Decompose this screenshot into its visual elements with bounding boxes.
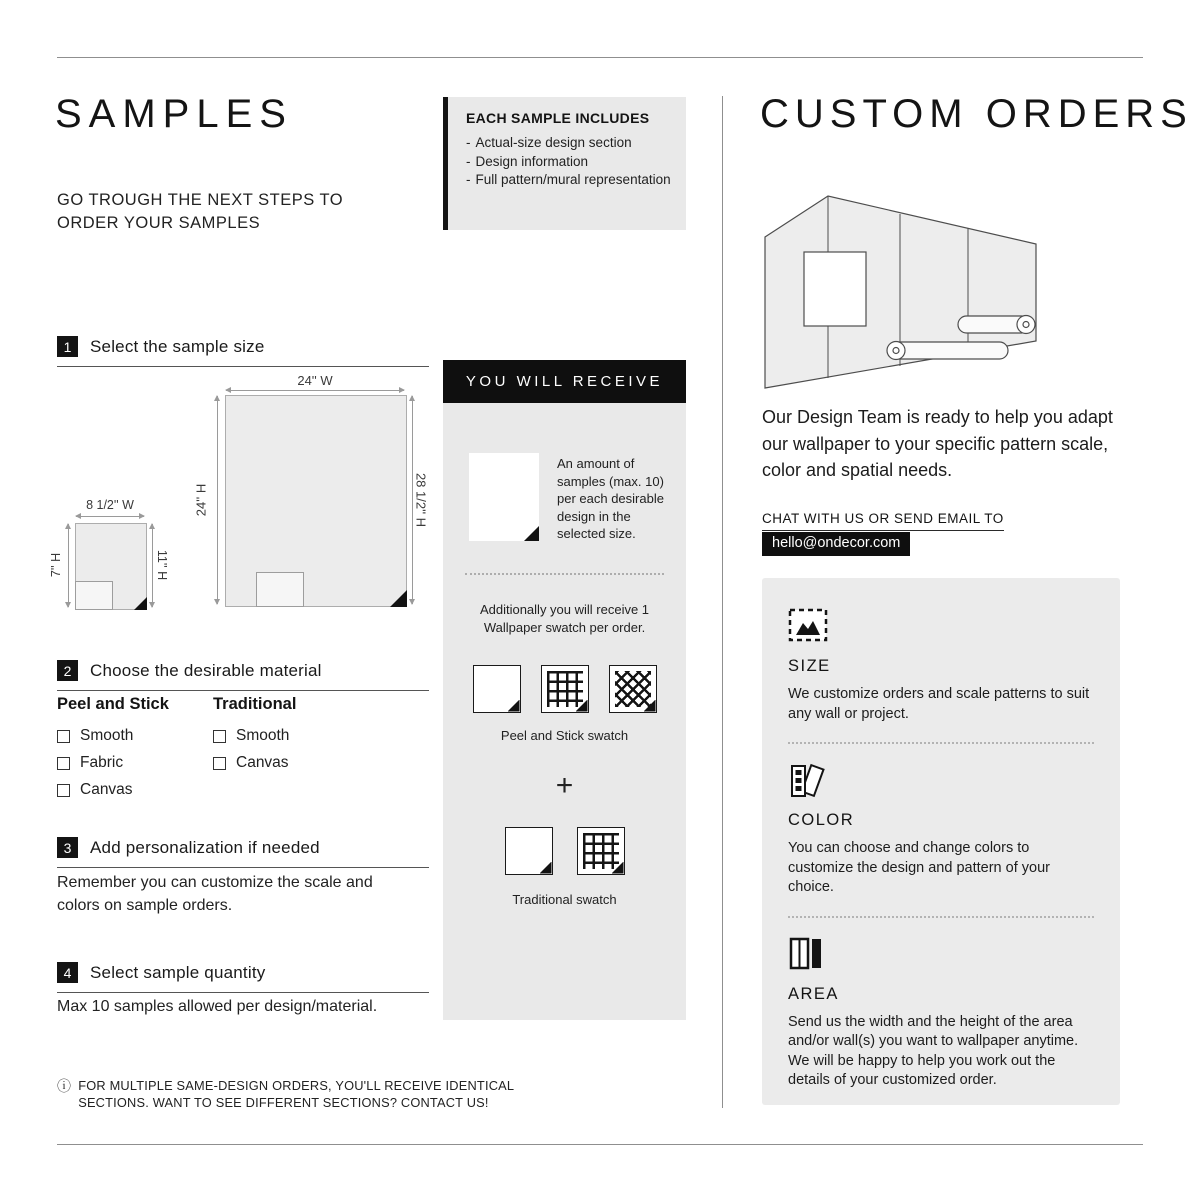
- material-group-title: Peel and Stick: [57, 695, 169, 713]
- folded-corner-icon: [524, 526, 539, 541]
- step4-header: [57, 962, 429, 993]
- folded-corner-icon: [390, 590, 407, 607]
- dash-bullet: -: [466, 153, 471, 169]
- plus-icon: +: [555, 768, 574, 802]
- checkbox-icon: [213, 757, 226, 770]
- you-will-receive-panel: [443, 360, 686, 1020]
- info-icon: ⓘ: [57, 1078, 72, 1094]
- house-wall-icon: [762, 192, 1040, 394]
- samples-amount-row: [469, 453, 670, 543]
- plain-swatch-icon: [505, 827, 553, 875]
- folded-corner-icon: [540, 862, 552, 874]
- crosshatch-pattern: [615, 671, 651, 707]
- step3-label: Add personalization if needed: [90, 837, 320, 857]
- grid-swatch-icon: [541, 665, 589, 713]
- traditional-swatch-label: Traditional swatch: [512, 891, 617, 907]
- peel-swatch-row: [443, 665, 686, 713]
- dash-bullet: -: [466, 135, 471, 150]
- design-section-rect: [256, 572, 304, 607]
- wall-illustration: [762, 192, 1040, 399]
- each-sample-includes-box: [443, 97, 686, 230]
- receive-header: YOU WILL RECEIVE: [443, 360, 686, 403]
- material-option-trad-smooth[interactable]: Smooth: [213, 727, 296, 745]
- step3-number-badge: 3: [57, 837, 78, 858]
- step1-header: [57, 336, 429, 367]
- checkbox-icon: [57, 757, 70, 770]
- step4-note: Max 10 samples allowed per design/material.: [57, 998, 378, 1015]
- step4-number-badge: 4: [57, 962, 78, 983]
- step1-label: Select the sample size: [90, 336, 265, 356]
- plain-swatch-icon: [473, 665, 521, 713]
- material-column-traditional: [213, 695, 296, 781]
- folded-corner-icon: [508, 700, 520, 712]
- custom-options-card: [762, 578, 1120, 1105]
- material-option-peel-canvas[interactable]: Canvas: [57, 781, 169, 799]
- checkbox-icon: [57, 784, 70, 797]
- large-width-label: 24'' W: [297, 373, 333, 388]
- step3-note: Remember you can customize the scale and colors on sample orders.: [57, 874, 373, 914]
- material-option-trad-canvas[interactable]: Canvas: [213, 754, 296, 772]
- large-left-dimension-line: [217, 396, 218, 604]
- traditional-swatch-row: [443, 827, 686, 875]
- additional-note: Additionally you will receive 1 Wallpaper swatch per order.: [479, 601, 650, 635]
- size-image-icon: [788, 608, 1094, 644]
- area-card-title: AREA: [788, 984, 839, 1003]
- small-width-dimension-line: [76, 516, 144, 517]
- large-sample-preview: [225, 395, 407, 607]
- dotted-divider: [465, 573, 664, 575]
- area-card-text: Send us the width and the height of the area and/or wall(s) you want to wallpaper anytime. We will be happy to help you work out the details of your customized order.: [788, 1013, 1079, 1088]
- top-divider: [57, 57, 1143, 58]
- material-group-title: Traditional: [213, 695, 297, 713]
- folded-corner-icon: [134, 597, 147, 610]
- color-swatches-icon: [788, 762, 1094, 798]
- list-item: - Full pattern/mural representation: [466, 171, 674, 190]
- custom-intro-text: Our Design Team is ready to help you adapt our wallpaper to your specific pattern scale, color and spatial needs.: [762, 407, 1113, 480]
- large-left-height-label: 24'' H: [193, 483, 209, 517]
- column-divider: [722, 96, 723, 1108]
- includes-list: [466, 134, 674, 190]
- footnote-text: FOR MULTIPLE SAME-DESIGN ORDERS, YOU'LL RECEIVE IDENTICAL SECTIONS. WANT TO SEE DIFFERENT SECTIONS? CONTACT US!: [78, 1078, 514, 1110]
- samples-title: SAMPLES: [55, 92, 293, 136]
- step2-header: [57, 660, 429, 691]
- step2-number-badge: 2: [57, 660, 78, 681]
- small-width-label: 8 1/2'' W: [86, 498, 134, 512]
- size-card-text: We customize orders and scale patterns to suit any wall or project.: [788, 686, 1090, 722]
- checkbox-icon: [57, 730, 70, 743]
- includes-title: EACH SAMPLE INCLUDES: [466, 110, 650, 126]
- area-wall-icon: [788, 936, 1094, 972]
- material-option-peel-smooth[interactable]: Smooth: [57, 727, 169, 745]
- peel-swatch-label: Peel and Stick swatch: [500, 727, 629, 743]
- dotted-divider: [788, 916, 1094, 918]
- large-width-dimension-line: [226, 390, 404, 391]
- small-right-dimension-line: [152, 524, 153, 607]
- step2-label: Choose the desirable material: [90, 660, 322, 680]
- checkbox-icon: [213, 730, 226, 743]
- color-card-title: COLOR: [788, 811, 855, 829]
- small-right-height-label: 11'' H: [155, 549, 169, 581]
- grid-pattern: [547, 671, 583, 707]
- samples-amount-note: An amount of samples (max. 10) per each desirable design in the selected size.: [557, 456, 664, 541]
- sample-sheet-icon: [469, 453, 539, 541]
- samples-subtitle: GO TROUGH THE NEXT STEPS TO ORDER YOUR SAMPLES: [57, 191, 344, 232]
- size-card-title: SIZE: [788, 657, 831, 675]
- dotted-divider: [788, 742, 1094, 744]
- color-card-text: You can choose and change colors to customize the design and pattern of your choice.: [788, 840, 1050, 895]
- list-item: - Actual-size design section: [466, 134, 674, 153]
- list-item: - Design information: [466, 153, 674, 172]
- small-left-height-label: 7'' H: [49, 552, 63, 578]
- crosshatch-swatch-icon: [609, 665, 657, 713]
- dash-bullet: -: [466, 172, 471, 187]
- custom-orders-title: CUSTOM ORDERS: [760, 92, 1193, 136]
- step4-label: Select sample quantity: [90, 962, 266, 982]
- bottom-divider: [57, 1144, 1143, 1145]
- contact-label: CHAT WITH US OR SEND EMAIL TO: [762, 511, 1004, 531]
- design-section-rect: [75, 581, 113, 610]
- small-sample-preview: [75, 523, 147, 610]
- footnote: [57, 1078, 529, 1111]
- contact-email[interactable]: hello@ondecor.com: [762, 532, 910, 556]
- material-column-peel-and-stick: [57, 695, 169, 808]
- large-right-height-label: 28 1/2'' H: [413, 472, 429, 528]
- grid-swatch-icon: [577, 827, 625, 875]
- material-option-peel-fabric[interactable]: Fabric: [57, 754, 169, 772]
- step3-header: [57, 837, 429, 868]
- small-left-dimension-line: [68, 524, 69, 607]
- grid-pattern: [583, 833, 619, 869]
- step1-number-badge: 1: [57, 336, 78, 357]
